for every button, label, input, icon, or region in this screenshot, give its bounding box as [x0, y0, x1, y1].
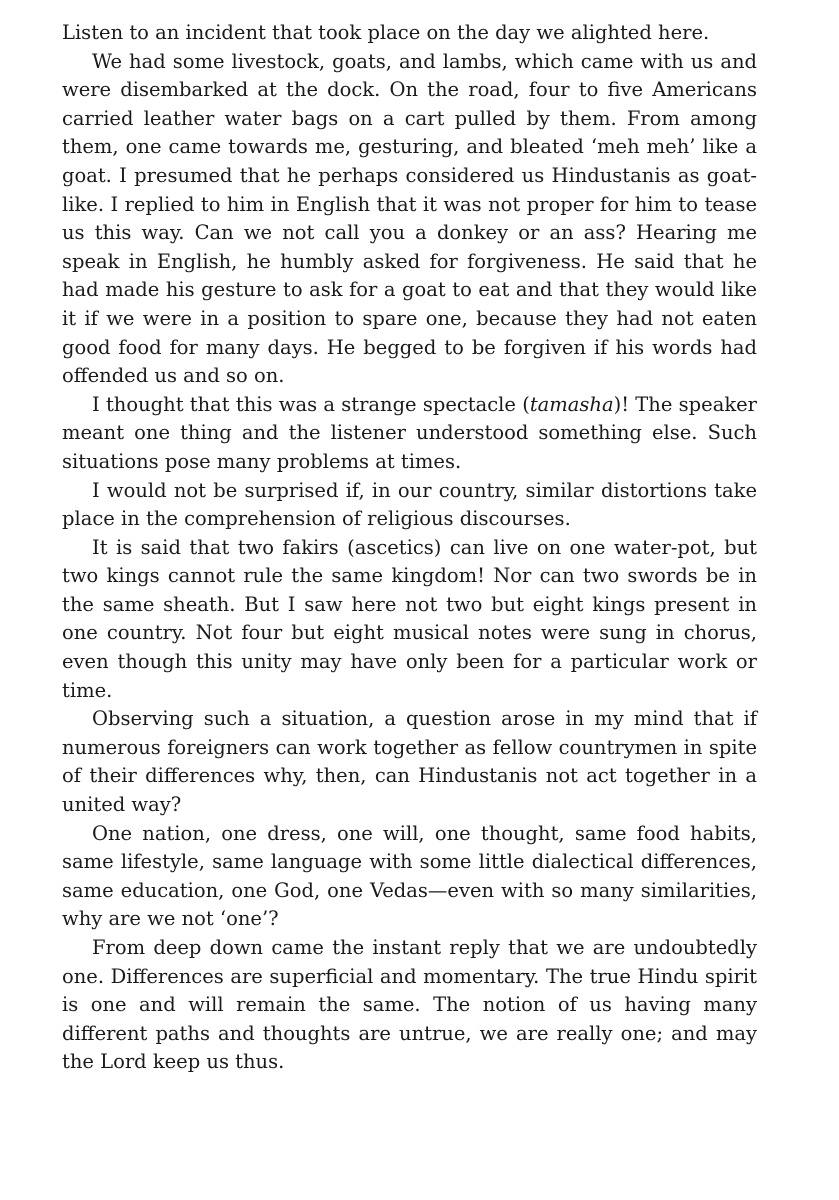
text-segment: It is said that two fakirs (ascetics) can live on one water-pot, but two kings cannot rule the same kingdom! Nor can two swords be in the same sheath. But I saw here not two but eight kings present in one country. Not four but eight musical notes were sung in chorus, even though this unity may have only been for a particular work or time. [62, 535, 757, 702]
text-segment: I thought that this was a strange spectacle ( [92, 392, 530, 416]
text-segment: One nation, one dress, one will, one thought, same food habits, same lifestyle, same language with some little dialectical differences, same education, one God, one Vedas—even with so many similarities, why are we not ‘one’? [62, 821, 757, 931]
text-segment: I would not be surprised if, in our country, similar distortions take place in the comprehension of religious discourses. [62, 478, 757, 531]
book-page [62, 19, 757, 1077]
paragraph-4 [62, 477, 757, 534]
text-segment: From deep down came the instant reply that we are undoubtedly one. Differences are superficial and momentary. The true Hindu spirit is one and will remain the same. The notion of us having many different paths and thoughts are untrue, we are really one; and may the Lord keep us thus. [62, 936, 757, 1074]
paragraph-7 [62, 820, 757, 934]
text-segment: Listen to an incident that took place on the day we alighted here. [62, 21, 710, 44]
text-segment: )! The speaker meant one thing and the listener understood something else. Such situations pose many problems at times. [62, 392, 757, 473]
paragraph-8 [62, 934, 757, 1077]
text-segment: We had some livestock, goats, and lambs, which came with us and were disembarked at the dock. On the road, four to five Americans carried leather water bags on a cart pulled by them. From among them, one came towards me, gesturing, and bleated ‘meh meh’ like a goat. I presumed that he perhaps considered us Hindustanis as goat-like. I replied to him in English that it was not proper for him to tease us this way. Can we not call you a donkey or an ass? Hearing me speak in English, he humbly asked for forgiveness. He said that he had made his gesture to ask for a goat to eat and that they would like it if we were in a position to spare one, because they had not eaten good food for many days. He begged to be forgiven if his words had offended us and so on. [62, 49, 757, 388]
paragraph-6 [62, 705, 757, 819]
paragraph-2 [62, 48, 757, 391]
text-segment: Observing such a situation, a question arose in my mind that if numerous foreigners can work together as fellow countrymen in spite of their differences why, then, can Hindustanis not act together in a united way? [62, 707, 757, 817]
paragraph-3 [62, 391, 757, 477]
italic-term: tamasha [529, 392, 614, 416]
paragraph-1 [62, 19, 757, 48]
paragraph-5 [62, 534, 757, 706]
